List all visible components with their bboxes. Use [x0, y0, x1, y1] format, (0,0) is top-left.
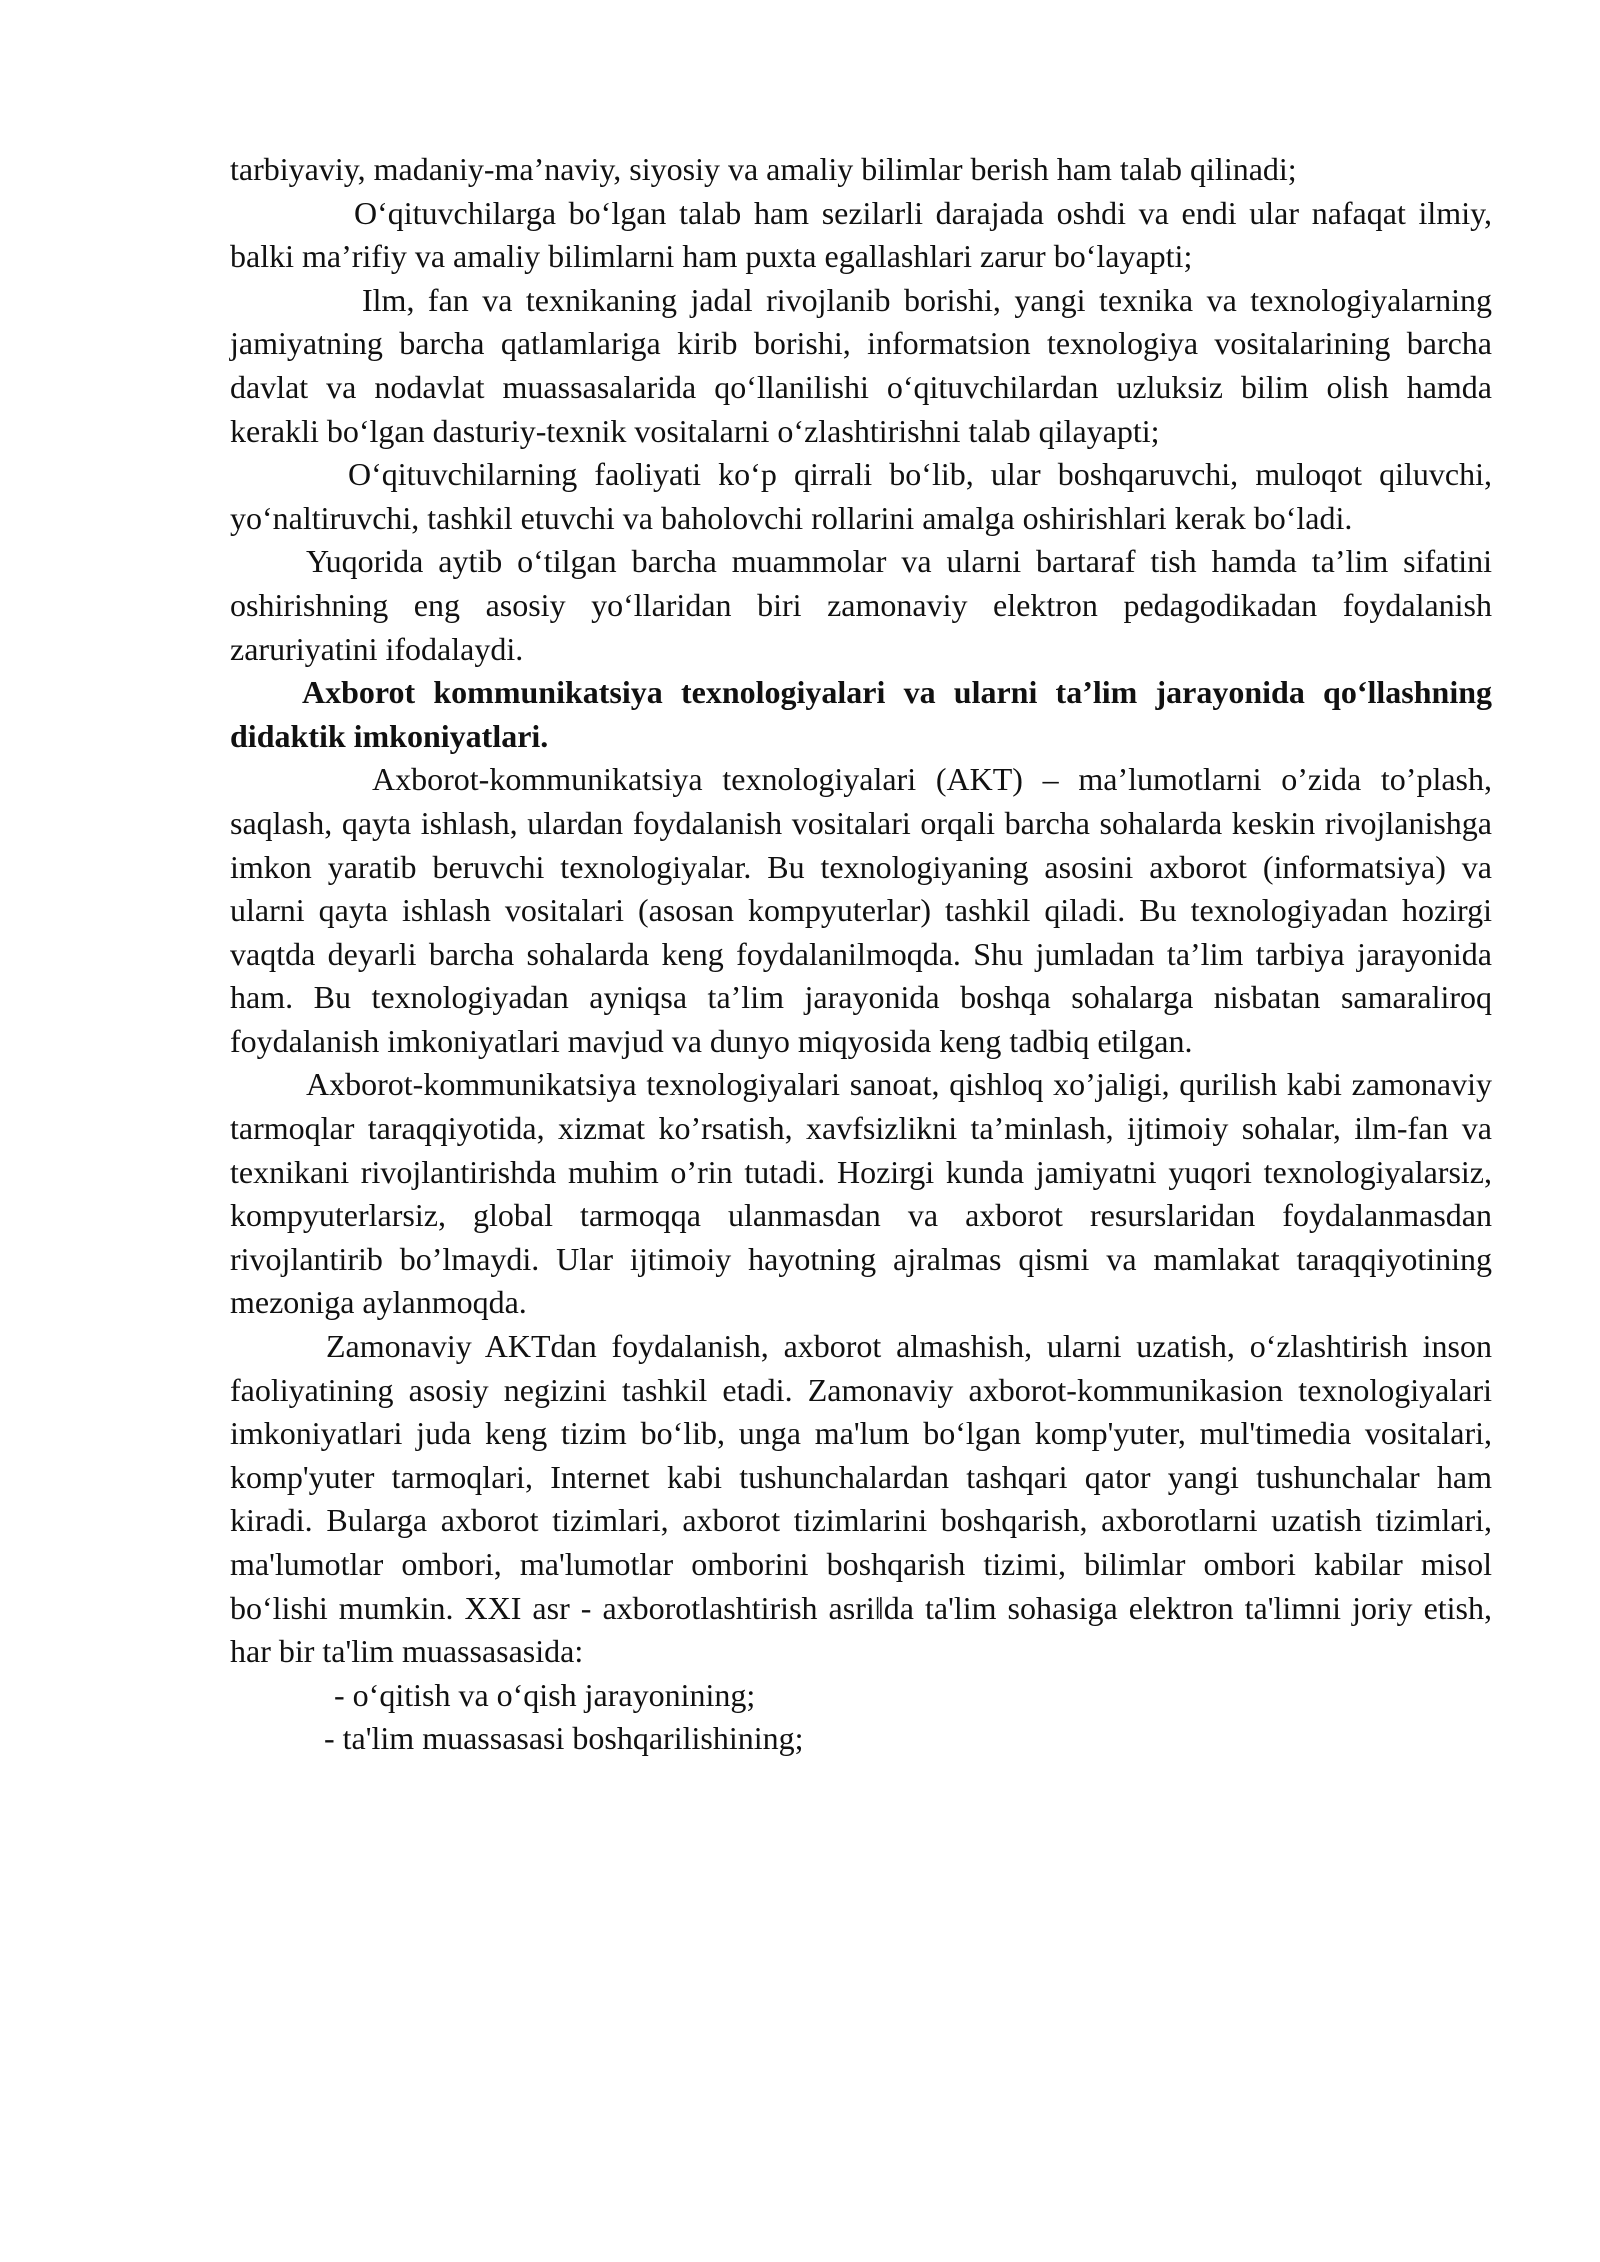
- paragraph-4: O‘qituvchilarning faoliyati ko‘p qirrali bo‘lib, ular boshqaruvchi, muloqot qiluvchi, yo‘naltiruvchi, tashkil etuvchi va baholovchi rollarini amalga oshirishlari kerak bo‘ladi.: [230, 456, 1492, 536]
- paragraph-7: Axborot-kommunikatsiya texnologiyalari sanoat, qishloq xo’jaligi, qurilish kabi zamonaviy tarmoqlar taraqqiyotida, xizmat ko’rsatish, xavfsizlikni ta’minlash, ijtimoiy sohalar, ilm-fan va texnikani rivojlantirishda muhim o’rin tutadi. Hozirgi kunda jamiyatni yuqori texnologiyalarsiz, kompyuterlarsiz, global tarmoqqa ulanmasdan va axborot resurslaridan foydalanmasdan rivojlantirib bo’lmaydi. Ular ijtimoiy hayotning ajralmas qismi va mamlakat taraqqiyotining mezoniga aylanmoqda.: [230, 1066, 1492, 1321]
- document-page: [230, 148, 1492, 1761]
- paragraph-3: Ilm, fan va texnikaning jadal rivojlanib borishi, yangi texnika va texnologiyalarning jamiyatning barcha qatlamlariga kirib borishi, informatsion texnologiya vositalarining barcha davlat va nodavlat muassasalarida qo‘llanilishi o‘qituvchilardan uzluksiz bilim olish hamda kerakli bo‘lgan dasturiy-texnik vositalarni o‘zlashtirishni talab qilayapti;: [230, 281, 1492, 449]
- paragraph-5: Yuqorida aytib o‘tilgan barcha muammolar va ularni bartaraf tish hamda ta’lim sifatini oshirishning eng asosiy yo‘llaridan biri zamonaviy elektron pedagodikadan foydalanish zaruriyatini ifodalaydi.: [230, 543, 1492, 667]
- paragraph-8: Zamonaviy AKTdan foydalanish, axborot almashish, ularni uzatish, o‘zlashtirish inson faoliyatining asosiy negizini tashkil etadi. Zamonaviy axborot-kommunikasion texnologiyalari imkoniyatlari juda keng tizim bo‘lib, unga ma'lum bo‘lgan komp'yuter, mul'timedia vositalari, komp'yuter tarmoqlari, Internet kabi tushunchalardan tashqari qator yangi tushunchalar ham kiradi. Bularga axborot tizimlari, axborot tizimlarini boshqarish, axborotlarni uzatish tizimlari, ma'lumotlar ombori, ma'lumotlar omborini boshqarish tizimi, bilimlar ombori kabilar misol bo‘lishi mumkin. XXI asr - axborotlashtirish asri‖da ta'lim sohasiga elektron ta'limni joriy etish, har bir ta'lim muassasasida:: [230, 1328, 1492, 1670]
- section-heading: Axborot kommunikatsiya texnologiyalari va ularni ta’lim jarayonida qo‘llashning didaktik imkoniyatlari.: [230, 674, 1492, 754]
- list-item-1: - o‘qitish va o‘qish jarayonining;: [334, 1676, 756, 1713]
- list-item-2: - ta'lim muassasasi boshqarilishining;: [324, 1720, 804, 1757]
- paragraph-2: O‘qituvchilarga bo‘lgan talab ham sezilarli darajada oshdi va endi ular nafaqat ilmiy, balki ma’rifiy va amaliy bilimlarni ham puxta egallashlari zarur bo‘layapti;: [230, 194, 1492, 275]
- paragraph-6: Axborot-kommunikatsiya texnologiyalari (AKT) – ma’lumotlarni o’zida to’plash, saqlash, qayta ishlash, ulardan foydalanish vositalari orqali barcha sohalarda keskin rivojlanishga imkon yaratib beruvchi texnologiyalar. Bu texnologiyaning asosini axborot (informatsiya) va ularni qayta ishlash vositalari (asosan kompyuterlar) tashkil qiladi. Bu texnologiyadan hozirgi vaqtda deyarli barcha sohalarda keng foydalanilmoqda. Shu jumladan ta’lim tarbiya jarayonida ham. Bu texnologiyadan ayniqsa ta’lim jarayonida boshqa sohalarga nisbatan samaraliroq foydalanish imkoniyatlari mavjud va dunyo miqyosida keng tadbiq etilgan.: [230, 761, 1492, 1059]
- paragraph-1: tarbiyaviy, madaniy-ma’naviy, siyosiy va amaliy bilimlar berish ham talab qilinadi;: [230, 151, 1297, 187]
